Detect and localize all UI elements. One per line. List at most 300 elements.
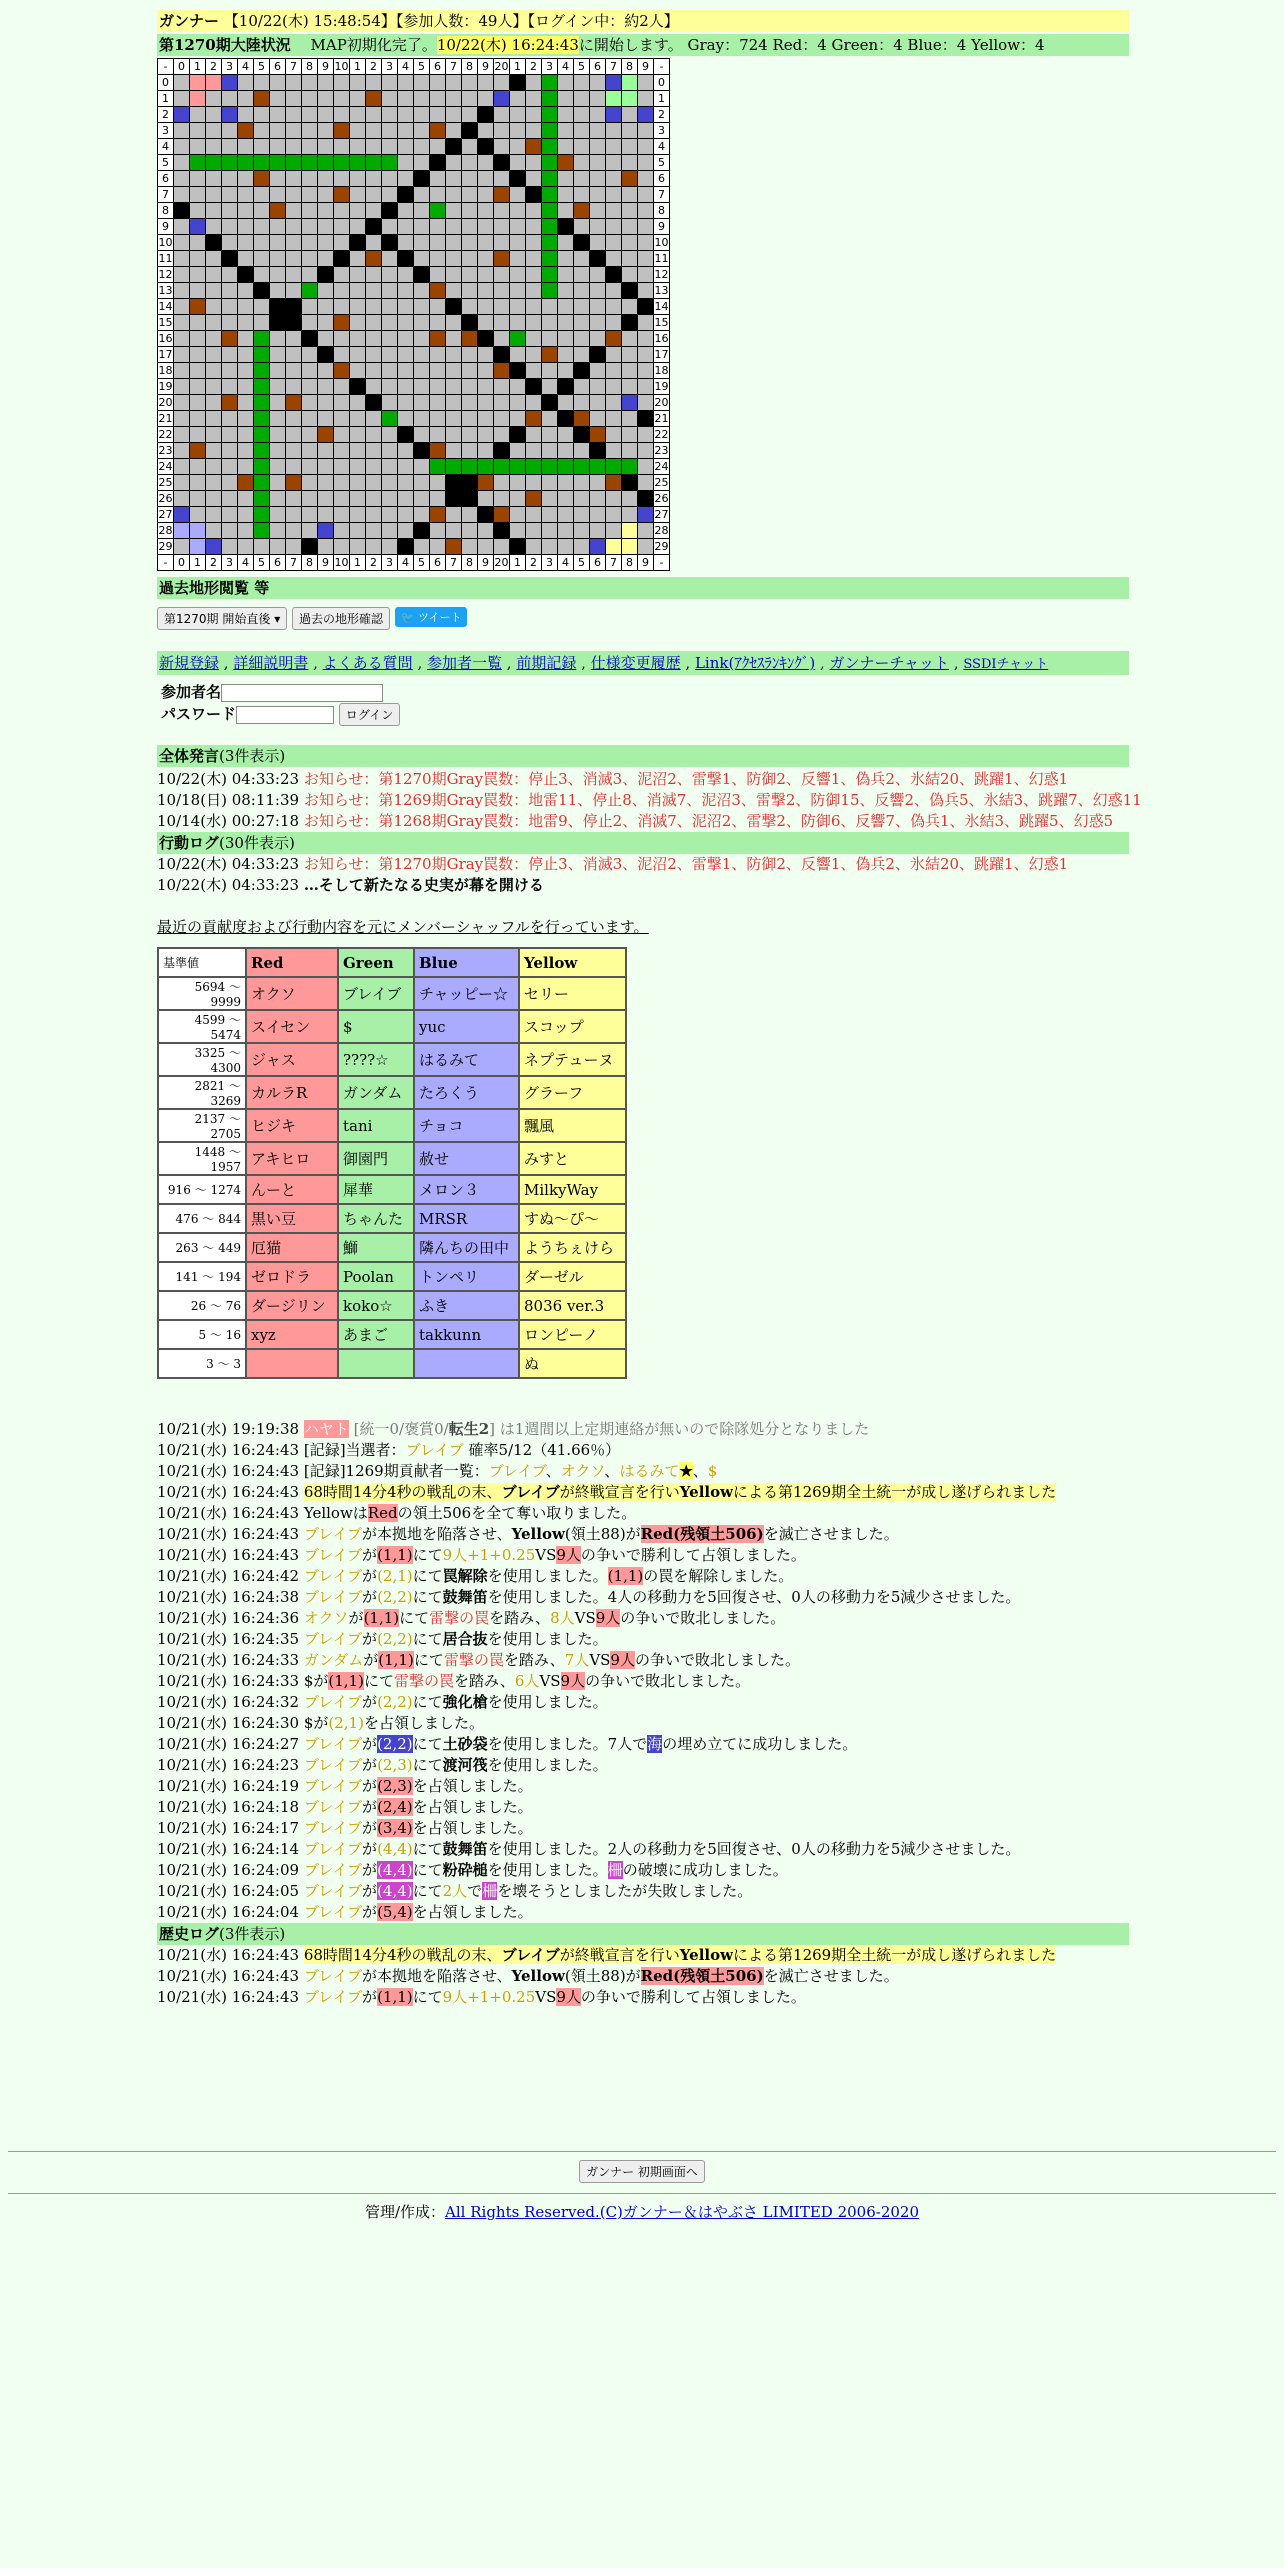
map-cell[interactable] xyxy=(510,459,526,475)
map-cell[interactable] xyxy=(462,203,478,219)
map-cell[interactable] xyxy=(526,491,542,507)
map-cell[interactable] xyxy=(638,443,654,459)
map-cell[interactable] xyxy=(190,171,206,187)
map-cell[interactable] xyxy=(462,107,478,123)
map-cell[interactable] xyxy=(478,299,494,315)
map-cell[interactable] xyxy=(254,347,270,363)
map-cell[interactable] xyxy=(542,267,558,283)
map-cell[interactable] xyxy=(382,411,398,427)
map-cell[interactable] xyxy=(478,539,494,555)
map-cell[interactable] xyxy=(302,331,318,347)
map-cell[interactable] xyxy=(430,379,446,395)
map-cell[interactable] xyxy=(382,331,398,347)
map-cell[interactable] xyxy=(606,379,622,395)
map-cell[interactable] xyxy=(286,75,302,91)
map-cell[interactable] xyxy=(222,299,238,315)
map-cell[interactable] xyxy=(222,475,238,491)
map-cell[interactable] xyxy=(334,219,350,235)
map-cell[interactable] xyxy=(526,187,542,203)
map-cell[interactable] xyxy=(334,411,350,427)
map-cell[interactable] xyxy=(478,507,494,523)
map-cell[interactable] xyxy=(238,395,254,411)
map-cell[interactable] xyxy=(366,203,382,219)
map-cell[interactable] xyxy=(398,267,414,283)
map-cell[interactable] xyxy=(190,235,206,251)
map-cell[interactable] xyxy=(446,187,462,203)
map-cell[interactable] xyxy=(414,459,430,475)
map-cell[interactable] xyxy=(254,235,270,251)
map-cell[interactable] xyxy=(430,251,446,267)
map-cell[interactable] xyxy=(286,331,302,347)
map-cell[interactable] xyxy=(366,315,382,331)
map-cell[interactable] xyxy=(478,155,494,171)
map-cell[interactable] xyxy=(174,379,190,395)
map-cell[interactable] xyxy=(318,347,334,363)
map-cell[interactable] xyxy=(174,219,190,235)
tweet-button[interactable] xyxy=(395,607,468,627)
map-cell[interactable] xyxy=(302,155,318,171)
view-past-button[interactable]: 過去の地形確認 xyxy=(292,607,390,630)
map-cell[interactable] xyxy=(254,427,270,443)
map-cell[interactable] xyxy=(334,123,350,139)
map-cell[interactable] xyxy=(398,443,414,459)
map-cell[interactable] xyxy=(318,379,334,395)
map-cell[interactable] xyxy=(494,283,510,299)
map-cell[interactable] xyxy=(526,395,542,411)
map-cell[interactable] xyxy=(302,267,318,283)
map-cell[interactable] xyxy=(590,443,606,459)
map-cell[interactable] xyxy=(558,539,574,555)
map-cell[interactable] xyxy=(510,107,526,123)
map-cell[interactable] xyxy=(254,507,270,523)
map-cell[interactable] xyxy=(270,379,286,395)
map-cell[interactable] xyxy=(302,411,318,427)
map-cell[interactable] xyxy=(350,219,366,235)
map-cell[interactable] xyxy=(558,523,574,539)
map-cell[interactable] xyxy=(334,283,350,299)
map-cell[interactable] xyxy=(478,251,494,267)
map-cell[interactable] xyxy=(270,347,286,363)
map-cell[interactable] xyxy=(622,379,638,395)
map-cell[interactable] xyxy=(286,235,302,251)
map-cell[interactable] xyxy=(254,459,270,475)
map-cell[interactable] xyxy=(206,315,222,331)
map-cell[interactable] xyxy=(334,539,350,555)
map-cell[interactable] xyxy=(270,427,286,443)
map-cell[interactable] xyxy=(446,235,462,251)
map-cell[interactable] xyxy=(206,411,222,427)
map-cell[interactable] xyxy=(590,91,606,107)
map-cell[interactable] xyxy=(382,155,398,171)
map-cell[interactable] xyxy=(206,235,222,251)
map-cell[interactable] xyxy=(638,123,654,139)
map-cell[interactable] xyxy=(398,539,414,555)
map-cell[interactable] xyxy=(414,155,430,171)
map-cell[interactable] xyxy=(526,107,542,123)
map-cell[interactable] xyxy=(558,219,574,235)
map-cell[interactable] xyxy=(174,475,190,491)
map-cell[interactable] xyxy=(190,379,206,395)
map-cell[interactable] xyxy=(206,379,222,395)
map-cell[interactable] xyxy=(206,475,222,491)
map-cell[interactable] xyxy=(542,235,558,251)
map-cell[interactable] xyxy=(270,235,286,251)
map-cell[interactable] xyxy=(590,235,606,251)
map-cell[interactable] xyxy=(350,331,366,347)
map-cell[interactable] xyxy=(494,219,510,235)
map-cell[interactable] xyxy=(286,187,302,203)
map-cell[interactable] xyxy=(334,267,350,283)
home-button[interactable]: ガンナー 初期画面へ xyxy=(579,2160,705,2183)
map-cell[interactable] xyxy=(206,251,222,267)
map-cell[interactable] xyxy=(334,347,350,363)
map-cell[interactable] xyxy=(286,507,302,523)
map-cell[interactable] xyxy=(302,539,318,555)
map-cell[interactable] xyxy=(542,123,558,139)
map-cell[interactable] xyxy=(398,523,414,539)
map-cell[interactable] xyxy=(414,491,430,507)
map-cell[interactable] xyxy=(590,139,606,155)
map-cell[interactable] xyxy=(238,219,254,235)
map-cell[interactable] xyxy=(494,459,510,475)
map-cell[interactable] xyxy=(318,491,334,507)
map-cell[interactable] xyxy=(382,219,398,235)
map-cell[interactable] xyxy=(574,491,590,507)
map-cell[interactable] xyxy=(462,91,478,107)
map-cell[interactable] xyxy=(382,459,398,475)
map-cell[interactable] xyxy=(526,139,542,155)
map-cell[interactable] xyxy=(494,507,510,523)
map-cell[interactable] xyxy=(318,251,334,267)
map-cell[interactable] xyxy=(590,539,606,555)
nav-link[interactable]: よくある質問 xyxy=(322,654,413,672)
map-cell[interactable] xyxy=(318,267,334,283)
map-cell[interactable] xyxy=(446,411,462,427)
map-cell[interactable] xyxy=(302,139,318,155)
map-cell[interactable] xyxy=(174,459,190,475)
map-cell[interactable] xyxy=(190,443,206,459)
map-cell[interactable] xyxy=(462,523,478,539)
map-cell[interactable] xyxy=(558,171,574,187)
map-cell[interactable] xyxy=(510,267,526,283)
map-cell[interactable] xyxy=(430,203,446,219)
map-cell[interactable] xyxy=(318,203,334,219)
map-cell[interactable] xyxy=(286,395,302,411)
map-cell[interactable] xyxy=(558,491,574,507)
map-cell[interactable] xyxy=(334,427,350,443)
map-cell[interactable] xyxy=(366,235,382,251)
map-cell[interactable] xyxy=(414,283,430,299)
map-cell[interactable] xyxy=(558,331,574,347)
map-cell[interactable] xyxy=(366,155,382,171)
map-cell[interactable] xyxy=(574,331,590,347)
map-cell[interactable] xyxy=(574,459,590,475)
map-cell[interactable] xyxy=(174,363,190,379)
map-cell[interactable] xyxy=(414,507,430,523)
map-cell[interactable] xyxy=(318,107,334,123)
map-cell[interactable] xyxy=(382,283,398,299)
map-cell[interactable] xyxy=(510,91,526,107)
map-cell[interactable] xyxy=(478,427,494,443)
map-cell[interactable] xyxy=(574,299,590,315)
map-cell[interactable] xyxy=(574,171,590,187)
map-cell[interactable] xyxy=(254,123,270,139)
map-cell[interactable] xyxy=(238,347,254,363)
map-cell[interactable] xyxy=(478,475,494,491)
map-cell[interactable] xyxy=(606,347,622,363)
map-cell[interactable] xyxy=(414,75,430,91)
map-cell[interactable] xyxy=(542,283,558,299)
map-cell[interactable] xyxy=(590,267,606,283)
map-cell[interactable] xyxy=(254,283,270,299)
map-cell[interactable] xyxy=(222,331,238,347)
map-cell[interactable] xyxy=(590,395,606,411)
map-cell[interactable] xyxy=(190,283,206,299)
map-cell[interactable] xyxy=(510,171,526,187)
map-cell[interactable] xyxy=(318,219,334,235)
map-cell[interactable] xyxy=(606,443,622,459)
map-cell[interactable] xyxy=(174,427,190,443)
map-cell[interactable] xyxy=(174,395,190,411)
map-cell[interactable] xyxy=(174,491,190,507)
map-cell[interactable] xyxy=(558,123,574,139)
map-cell[interactable] xyxy=(446,251,462,267)
map-cell[interactable] xyxy=(446,395,462,411)
map-cell[interactable] xyxy=(430,123,446,139)
map-cell[interactable] xyxy=(382,395,398,411)
map-cell[interactable] xyxy=(350,171,366,187)
map-cell[interactable] xyxy=(590,315,606,331)
map-cell[interactable] xyxy=(270,443,286,459)
map-cell[interactable] xyxy=(222,155,238,171)
map-cell[interactable] xyxy=(526,299,542,315)
map-cell[interactable] xyxy=(318,395,334,411)
map-cell[interactable] xyxy=(222,395,238,411)
map-cell[interactable] xyxy=(174,283,190,299)
map-cell[interactable] xyxy=(350,251,366,267)
map-cell[interactable] xyxy=(590,123,606,139)
map-cell[interactable] xyxy=(382,123,398,139)
map-cell[interactable] xyxy=(206,331,222,347)
map-cell[interactable] xyxy=(286,107,302,123)
login-button[interactable]: ログイン xyxy=(339,703,400,726)
map-cell[interactable] xyxy=(382,523,398,539)
map-cell[interactable] xyxy=(574,427,590,443)
map-cell[interactable] xyxy=(446,219,462,235)
map-cell[interactable] xyxy=(638,363,654,379)
map-cell[interactable] xyxy=(350,411,366,427)
map-cell[interactable] xyxy=(174,347,190,363)
map-cell[interactable] xyxy=(446,267,462,283)
map-cell[interactable] xyxy=(270,363,286,379)
map-cell[interactable] xyxy=(318,507,334,523)
map-cell[interactable] xyxy=(286,171,302,187)
map-cell[interactable] xyxy=(494,299,510,315)
map-cell[interactable] xyxy=(574,187,590,203)
map-cell[interactable] xyxy=(462,235,478,251)
map-cell[interactable] xyxy=(286,139,302,155)
map-cell[interactable] xyxy=(174,107,190,123)
map-cell[interactable] xyxy=(446,139,462,155)
map-cell[interactable] xyxy=(382,475,398,491)
map-cell[interactable] xyxy=(590,507,606,523)
map-cell[interactable] xyxy=(318,363,334,379)
map-cell[interactable] xyxy=(590,219,606,235)
map-cell[interactable] xyxy=(510,155,526,171)
map-cell[interactable] xyxy=(414,171,430,187)
map-cell[interactable] xyxy=(350,523,366,539)
map-cell[interactable] xyxy=(478,459,494,475)
map-cell[interactable] xyxy=(558,347,574,363)
map-cell[interactable] xyxy=(350,75,366,91)
map-cell[interactable] xyxy=(206,139,222,155)
map-cell[interactable] xyxy=(606,235,622,251)
map-cell[interactable] xyxy=(510,539,526,555)
map-cell[interactable] xyxy=(430,315,446,331)
map-cell[interactable] xyxy=(350,459,366,475)
map-cell[interactable] xyxy=(270,299,286,315)
map-cell[interactable] xyxy=(286,91,302,107)
map-cell[interactable] xyxy=(494,443,510,459)
map-cell[interactable] xyxy=(590,523,606,539)
map-cell[interactable] xyxy=(638,347,654,363)
map-cell[interactable] xyxy=(366,443,382,459)
map-cell[interactable] xyxy=(510,75,526,91)
map-cell[interactable] xyxy=(494,427,510,443)
map-cell[interactable] xyxy=(270,411,286,427)
map-cell[interactable] xyxy=(638,523,654,539)
map-cell[interactable] xyxy=(238,107,254,123)
map-cell[interactable] xyxy=(574,123,590,139)
map-cell[interactable] xyxy=(206,443,222,459)
map-cell[interactable] xyxy=(206,363,222,379)
map-cell[interactable] xyxy=(478,219,494,235)
map-cell[interactable] xyxy=(366,507,382,523)
map-cell[interactable] xyxy=(622,139,638,155)
map-cell[interactable] xyxy=(558,411,574,427)
map-cell[interactable] xyxy=(606,267,622,283)
map-cell[interactable] xyxy=(638,171,654,187)
map-cell[interactable] xyxy=(302,123,318,139)
password-input[interactable] xyxy=(236,706,334,724)
map-cell[interactable] xyxy=(238,155,254,171)
map-cell[interactable] xyxy=(366,347,382,363)
map-cell[interactable] xyxy=(414,91,430,107)
map-cell[interactable] xyxy=(334,299,350,315)
map-cell[interactable] xyxy=(574,475,590,491)
map-cell[interactable] xyxy=(350,299,366,315)
map-cell[interactable] xyxy=(318,139,334,155)
map-cell[interactable] xyxy=(478,315,494,331)
map-cell[interactable] xyxy=(558,203,574,219)
map-cell[interactable] xyxy=(462,491,478,507)
map-cell[interactable] xyxy=(366,379,382,395)
map-cell[interactable] xyxy=(398,203,414,219)
map-cell[interactable] xyxy=(414,411,430,427)
map-cell[interactable] xyxy=(478,379,494,395)
map-cell[interactable] xyxy=(222,219,238,235)
map-cell[interactable] xyxy=(462,75,478,91)
map-cell[interactable] xyxy=(190,219,206,235)
map-cell[interactable] xyxy=(462,267,478,283)
map-cell[interactable] xyxy=(238,171,254,187)
map-cell[interactable] xyxy=(526,155,542,171)
map-cell[interactable] xyxy=(494,491,510,507)
map-cell[interactable] xyxy=(206,187,222,203)
map-cell[interactable] xyxy=(190,507,206,523)
map-cell[interactable] xyxy=(270,123,286,139)
map-cell[interactable] xyxy=(430,539,446,555)
map-cell[interactable] xyxy=(606,315,622,331)
map-cell[interactable] xyxy=(462,395,478,411)
map-cell[interactable] xyxy=(638,107,654,123)
map-cell[interactable] xyxy=(302,347,318,363)
map-cell[interactable] xyxy=(542,523,558,539)
map-cell[interactable] xyxy=(638,155,654,171)
map-cell[interactable] xyxy=(494,75,510,91)
map-cell[interactable] xyxy=(238,443,254,459)
map-cell[interactable] xyxy=(286,267,302,283)
map-cell[interactable] xyxy=(510,379,526,395)
map-cell[interactable] xyxy=(478,139,494,155)
map-cell[interactable] xyxy=(510,331,526,347)
map-cell[interactable] xyxy=(382,139,398,155)
map-cell[interactable] xyxy=(590,459,606,475)
map-cell[interactable] xyxy=(190,491,206,507)
map-cell[interactable] xyxy=(510,283,526,299)
nav-link[interactable]: 前期記録 xyxy=(516,654,577,672)
map-cell[interactable] xyxy=(446,459,462,475)
map-cell[interactable] xyxy=(254,363,270,379)
map-cell[interactable] xyxy=(174,507,190,523)
map-cell[interactable] xyxy=(222,235,238,251)
map-cell[interactable] xyxy=(366,139,382,155)
map-cell[interactable] xyxy=(414,315,430,331)
map-cell[interactable] xyxy=(638,187,654,203)
map-cell[interactable] xyxy=(350,315,366,331)
map-cell[interactable] xyxy=(622,315,638,331)
map-cell[interactable] xyxy=(366,395,382,411)
map-cell[interactable] xyxy=(606,123,622,139)
map-cell[interactable] xyxy=(270,395,286,411)
map-cell[interactable] xyxy=(286,443,302,459)
map-cell[interactable] xyxy=(526,427,542,443)
map-cell[interactable] xyxy=(606,491,622,507)
map-cell[interactable] xyxy=(398,299,414,315)
map-cell[interactable] xyxy=(334,75,350,91)
map-cell[interactable] xyxy=(254,251,270,267)
map-cell[interactable] xyxy=(334,331,350,347)
map-cell[interactable] xyxy=(382,299,398,315)
map-cell[interactable] xyxy=(270,539,286,555)
map-cell[interactable] xyxy=(398,139,414,155)
map-cell[interactable] xyxy=(638,539,654,555)
map-cell[interactable] xyxy=(270,283,286,299)
map-cell[interactable] xyxy=(494,107,510,123)
map-cell[interactable] xyxy=(446,91,462,107)
map-cell[interactable] xyxy=(446,283,462,299)
map-cell[interactable] xyxy=(366,251,382,267)
map-cell[interactable] xyxy=(526,411,542,427)
map-cell[interactable] xyxy=(526,203,542,219)
map-cell[interactable] xyxy=(590,251,606,267)
map-cell[interactable] xyxy=(222,523,238,539)
map-cell[interactable] xyxy=(430,491,446,507)
map-cell[interactable] xyxy=(398,475,414,491)
map-cell[interactable] xyxy=(446,123,462,139)
map-cell[interactable] xyxy=(350,267,366,283)
map-cell[interactable] xyxy=(318,155,334,171)
